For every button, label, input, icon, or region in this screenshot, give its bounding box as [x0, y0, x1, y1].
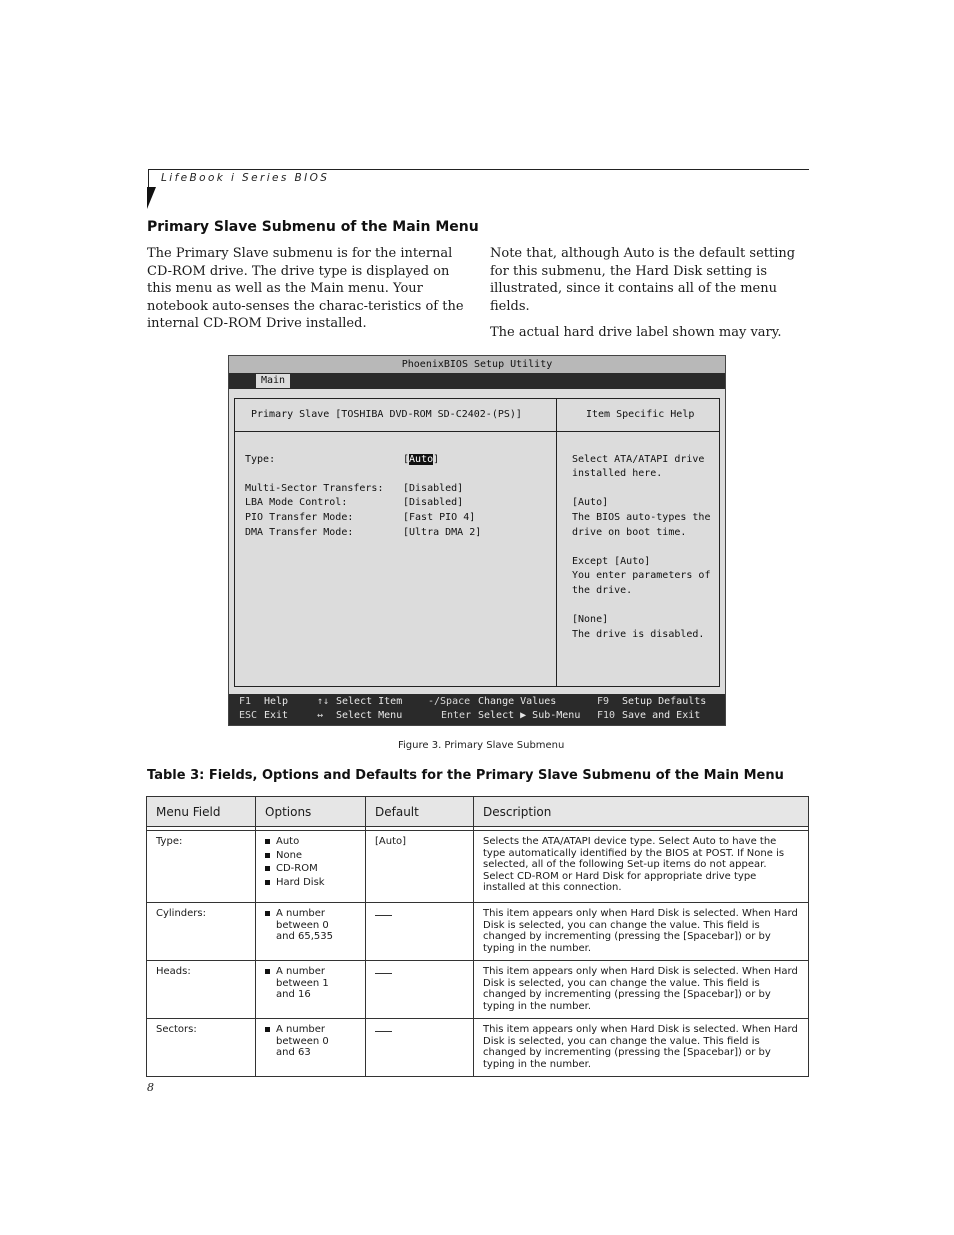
description-cell: This item appears only when Hard Disk is selected. When Hard Disk is selected, you can change the value. This field is changed by incrementing (pressing the [Spacebar]) or by typing in the number. — [474, 1019, 809, 1077]
bios-key-action: Select ▶ Sub-Menu — [478, 710, 581, 721]
figure-caption: Figure 3. Primary Slave Submenu — [398, 740, 565, 751]
description-cell: This item appears only when Hard Disk is selected. When Hard Disk is selected, you can change the value. This field is changed by incrementing (pressing the [Spacebar]) or by typing in the number. — [474, 961, 809, 1019]
fields-table — [146, 796, 809, 1077]
menu-field-cell: Cylinders: — [147, 903, 256, 961]
default-cell — [366, 961, 474, 1019]
right-paragraph-2: The actual hard drive label shown may vary. — [490, 325, 782, 340]
bios-panel-title: Primary Slave [TOSHIBA DVD-ROM SD-C2402-(PS)] — [251, 409, 522, 420]
bios-menubar — [229, 373, 725, 389]
column-header: Description — [474, 797, 809, 827]
bios-key-esc: ESC — [239, 710, 258, 721]
bios-field-value[interactable]: [Disabled] — [403, 483, 464, 494]
bios-key-updown: ↑↓ — [317, 696, 330, 707]
default-cell — [366, 1019, 474, 1077]
none-dash — [375, 1031, 392, 1032]
column-header: Default — [366, 797, 474, 827]
table-row — [147, 831, 809, 903]
table-row — [147, 903, 809, 961]
bios-field-value[interactable]: [Disabled] — [403, 497, 464, 508]
table-title: Table 3: Fields, Options and Defaults for the Primary Slave Submenu of the Main Menu — [147, 768, 784, 783]
bios-help-line: [Auto] — [572, 497, 609, 508]
bios-key-action: Help — [264, 696, 289, 707]
bios-key-action: Select Menu — [336, 710, 403, 721]
bios-help-line: The drive is disabled. — [572, 629, 705, 640]
bios-field-label: LBA Mode Control: — [245, 497, 348, 508]
column-header: Menu Field — [147, 797, 256, 827]
bios-divider — [235, 431, 719, 432]
options-cell — [256, 903, 366, 961]
description-cell: Selects the ATA/ATAPI device type. Select Auto to have the type automatically identified by the BIOS at POST. If None is selected, all of the following Set-up items do not appear. Select CD-ROM or Hard Disk for appropriate drive type installed at this connection. — [474, 831, 809, 903]
bios-key-action: Save and Exit — [622, 710, 701, 721]
bios-field-label: Type: — [245, 454, 276, 465]
bios-help-line: Except [Auto] — [572, 556, 651, 567]
bios-selected-value[interactable]: Auto — [409, 454, 434, 465]
table-header-row — [147, 797, 809, 827]
menu-field-cell: Heads: — [147, 961, 256, 1019]
running-head: LifeBook i Series BIOS — [161, 172, 330, 184]
bios-key-action: Select Item — [336, 696, 403, 707]
left-column — [147, 245, 465, 342]
bios-bracket: ] — [433, 454, 440, 465]
page-number: 8 — [147, 1081, 154, 1094]
option-item: A number between 1 and 16 — [265, 966, 336, 1001]
default-cell — [366, 903, 474, 961]
bios-divider — [556, 399, 557, 686]
right-paragraph-1: Note that, although Auto is the default setting for this submenu, the Hard Disk setting is illustrated, since it contains all of the menu fields. — [490, 246, 796, 314]
bios-key-action: Setup Defaults — [622, 696, 707, 707]
bios-footer — [229, 694, 725, 725]
bios-bracket: [ — [403, 454, 410, 465]
bios-key-f10: F10 — [597, 710, 616, 721]
bios-help-line: installed here. — [572, 468, 663, 479]
bios-title: PhoenixBIOS Setup Utility — [229, 356, 725, 373]
bios-panel — [234, 398, 720, 687]
bios-key-enter: Enter — [441, 710, 472, 721]
bios-key-action: Exit — [264, 710, 289, 721]
bios-help-line: [None] — [572, 614, 609, 625]
menu-field-cell: Sectors: — [147, 1019, 256, 1077]
menu-field-cell: Type: — [147, 831, 256, 903]
options-cell — [256, 961, 366, 1019]
bios-field-label: Multi-Sector Transfers: — [245, 483, 384, 494]
bios-menu-main[interactable]: Main — [256, 374, 290, 388]
bios-field-label: PIO Transfer Mode: — [245, 512, 354, 523]
default-cell: [Auto] — [366, 831, 474, 903]
bios-screenshot — [228, 355, 726, 726]
bios-field-type-value[interactable] — [403, 454, 439, 465]
option-item: Hard Disk — [265, 877, 356, 889]
description-cell: This item appears only when Hard Disk is selected. When Hard Disk is selected, you can change the value. This field is changed by incrementing (pressing the [Spacebar]) or by typing in the number. — [474, 903, 809, 961]
bios-key-f9: F9 — [597, 696, 610, 707]
right-column — [490, 245, 800, 351]
options-cell — [256, 1019, 366, 1077]
bios-field-label: DMA Transfer Mode: — [245, 527, 354, 538]
column-header: Options — [256, 797, 366, 827]
option-item: CD-ROM — [265, 863, 356, 875]
table-row — [147, 961, 809, 1019]
option-item: A number between 0 and 63 — [265, 1024, 336, 1059]
bios-field-value[interactable]: [Ultra DMA 2] — [403, 527, 482, 538]
header-rule — [148, 169, 809, 170]
header-tick — [148, 169, 149, 187]
fields-table-wrap — [146, 796, 808, 1077]
options-cell — [256, 831, 366, 903]
header-wedge — [147, 187, 156, 209]
bios-key-f1: F1 — [239, 696, 252, 707]
bios-key-leftright: ↔ — [317, 710, 324, 721]
bios-help-title: Item Specific Help — [586, 409, 695, 420]
bios-help-line: Select ATA/ATAPI drive — [572, 454, 705, 465]
option-item: Auto — [265, 836, 356, 848]
section-title: Primary Slave Submenu of the Main Menu — [147, 219, 479, 235]
option-item: A number between 0 and 65,535 — [265, 908, 336, 943]
bios-help-line: The BIOS auto-types the — [572, 512, 711, 523]
bios-help-line: drive on boot time. — [572, 527, 687, 538]
bios-help-line: the drive. — [572, 585, 633, 596]
none-dash — [375, 915, 392, 916]
option-item: None — [265, 850, 356, 862]
table-row — [147, 1019, 809, 1077]
bios-key-space: -/Space — [428, 696, 471, 707]
bios-field-value[interactable]: [Fast PIO 4] — [403, 512, 476, 523]
bios-help-line: You enter parameters of — [572, 570, 711, 581]
left-paragraph: The Primary Slave submenu is for the internal CD-ROM drive. The drive type is displayed on this menu as well as the Main menu. Your notebook auto-senses the charac-teristics of the internal CD-ROM Drive installed. — [147, 246, 464, 331]
bios-key-action: Change Values — [478, 696, 557, 707]
none-dash — [375, 973, 392, 974]
